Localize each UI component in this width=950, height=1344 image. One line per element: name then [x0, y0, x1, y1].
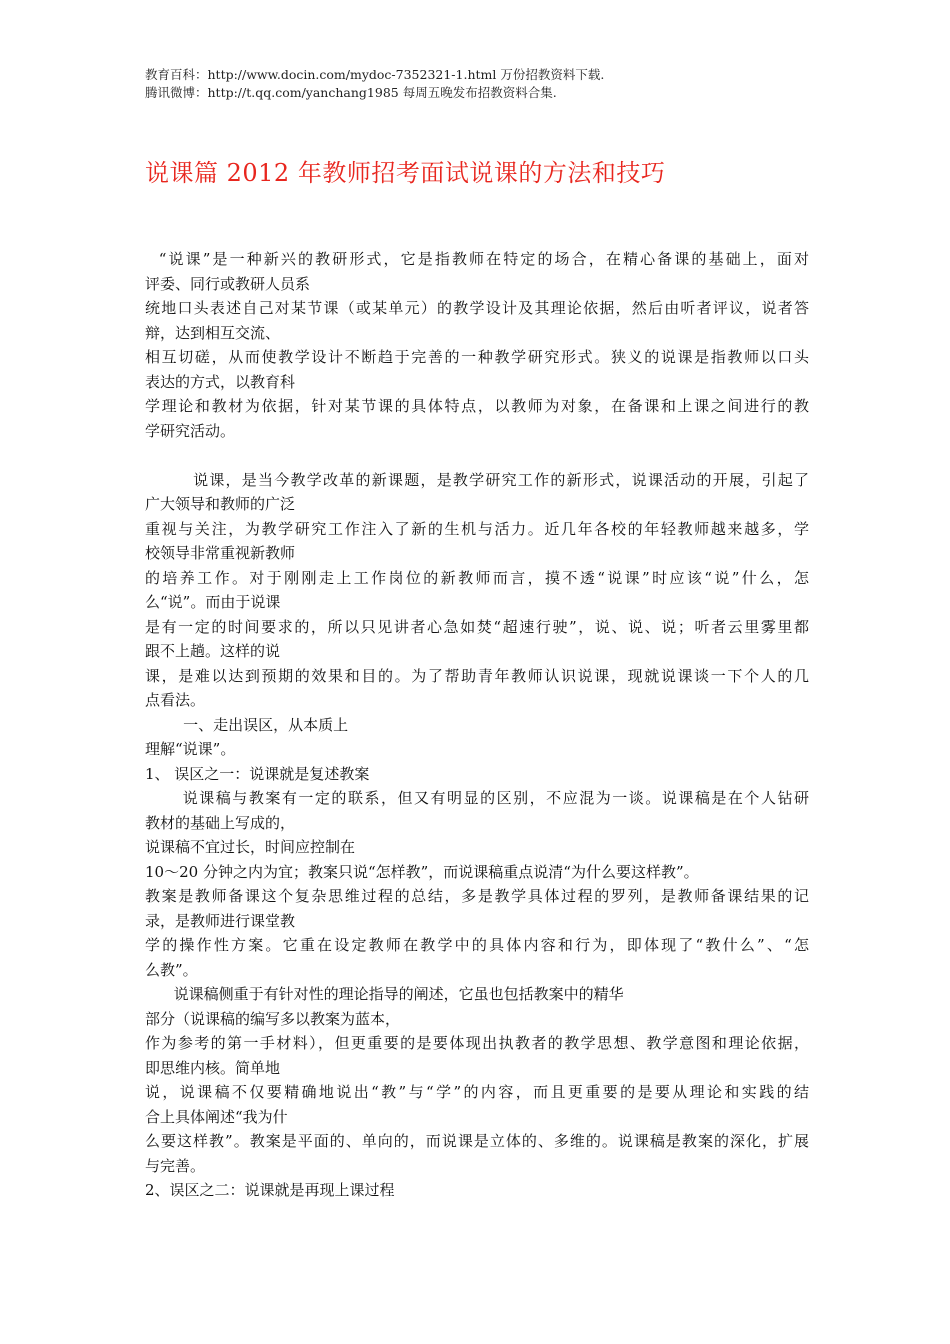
text-line: 说课稿不宜过长，时间应控制在 — [145, 838, 356, 856]
page-title: 说课篇 2012 年教师招考面试说课的方法和技巧 — [145, 159, 666, 187]
text-line: 重视与关注，为教学研究工作注入了新的生机与活力。近几年各校的年轻教师越来越多，学 — [145, 519, 809, 538]
text-line: 教案是教师备课这个复杂思维过程的总结，多是教学具体过程的罗列，是教师备课结果的记 — [145, 887, 809, 905]
text-line: 是有一定的时间要求的，所以只见讲者心急如焚“超速行驶”，说、说、说；听者云里雾里都 — [145, 617, 809, 636]
text-line: 相互切磋，从而使教学设计不断趋于完善的一种教学研究形式。狭义的说课是指教师以口头 — [145, 348, 809, 366]
text-line: 教材的基础上写成的， — [145, 813, 296, 832]
header-line-weibo: 腾讯微博：http://t.qq.com/yanchang1985 每周五晚发布招教资料合集. — [145, 85, 557, 100]
text-line: 跟不上趟。这样的说 — [145, 642, 281, 660]
text-line: 1、 误区之一：说课就是复述教案 — [145, 764, 370, 783]
text-line: 10～20 分钟之内为宜；教案只说“怎样教”，而说课稿重点说清“为什么要这样教”。 — [145, 862, 699, 881]
text-line: 即思维内核。简单地 — [145, 1058, 281, 1077]
text-line: 说课，是当今教学改革的新课题，是教学研究工作的新形式，说课活动的开展，引起了 — [145, 470, 809, 489]
text-line: 校领导非常重视新教师 — [145, 544, 296, 562]
blank-line — [145, 443, 809, 468]
text-line: 辩，达到相互交流、 — [145, 323, 281, 342]
text-line: 说课稿侧重于有针对性的理论指导的阐述，它虽也包括教案中的精华 — [145, 985, 624, 1003]
text-line: 一、走出误区，从本质上 — [145, 715, 349, 734]
body-text — [145, 247, 809, 1203]
text-line: 说课稿与教案有一定的联系，但又有明显的区别，不应混为一谈。说课稿是在个人钻研 — [145, 789, 809, 807]
text-line: 表达的方式，以教育科 — [145, 372, 296, 391]
text-line: 课，是难以达到预期的效果和目的。为了帮助青年教师认识说课，现就说课谈一下个人的几 — [145, 666, 809, 685]
text-line: 学理论和教材为依据，针对某节课的具体特点，以教师为对象，在备课和上课之间进行的教 — [145, 397, 809, 415]
text-line: 学研究活动。 — [145, 421, 236, 440]
text-line: 学的操作性方案。它重在设定教师在教学中的具体内容和行为，即体现了“教什么”、“怎 — [145, 936, 809, 954]
text-line: 部分（说课稿的编写多以教案为蓝本， — [145, 1009, 401, 1028]
text-line: 录，是教师进行课堂教 — [145, 911, 296, 930]
text-line: “说课”是一种新兴的教研形式，它是指教师在特定的场合，在精心备课的基础上，面对 — [145, 250, 809, 268]
text-line: 广大领导和教师的广泛 — [145, 495, 296, 513]
text-line: 统地口头表述自己对某节课（或某单元）的教学设计及其理论依据，然后由听者评议，说者答 — [145, 299, 809, 317]
text-line: 作为参考的第一手材料），但更重要的是要体现出执教者的教学思想、教学意图和理论依据， — [145, 1034, 809, 1052]
text-line: 么“说”。而由于说课 — [145, 593, 281, 611]
header-line-docin: 教育百科：http://www.docin.com/mydoc-7352321-1.html 万份招教资料下载. — [145, 67, 605, 82]
text-line: 与完善。 — [145, 1156, 206, 1175]
header-note — [145, 66, 604, 102]
text-line: 么要这样教”。教案是平面的、单向的，而说课是立体的、多维的。说课稿是教案的深化，扩展 — [145, 1132, 809, 1150]
text-line: 2、误区之二：说课就是再现上课过程 — [145, 1181, 395, 1199]
text-line: 么教”。 — [145, 960, 198, 979]
text-line: 点看法。 — [145, 691, 206, 709]
text-line: 合上具体阐述“我为什 — [145, 1107, 288, 1126]
text-line: 的培养工作。对于刚刚走上工作岗位的新教师而言，摸不透“说课”时应该“说”什么，怎 — [145, 568, 809, 587]
text-line: 理解“说课”。 — [145, 740, 236, 758]
text-line: 评委、同行或教研人员系 — [145, 274, 311, 293]
text-line: 说，说课稿不仅要精确地说出“教”与“学”的内容，而且更重要的是要从理论和实践的结 — [145, 1083, 809, 1101]
